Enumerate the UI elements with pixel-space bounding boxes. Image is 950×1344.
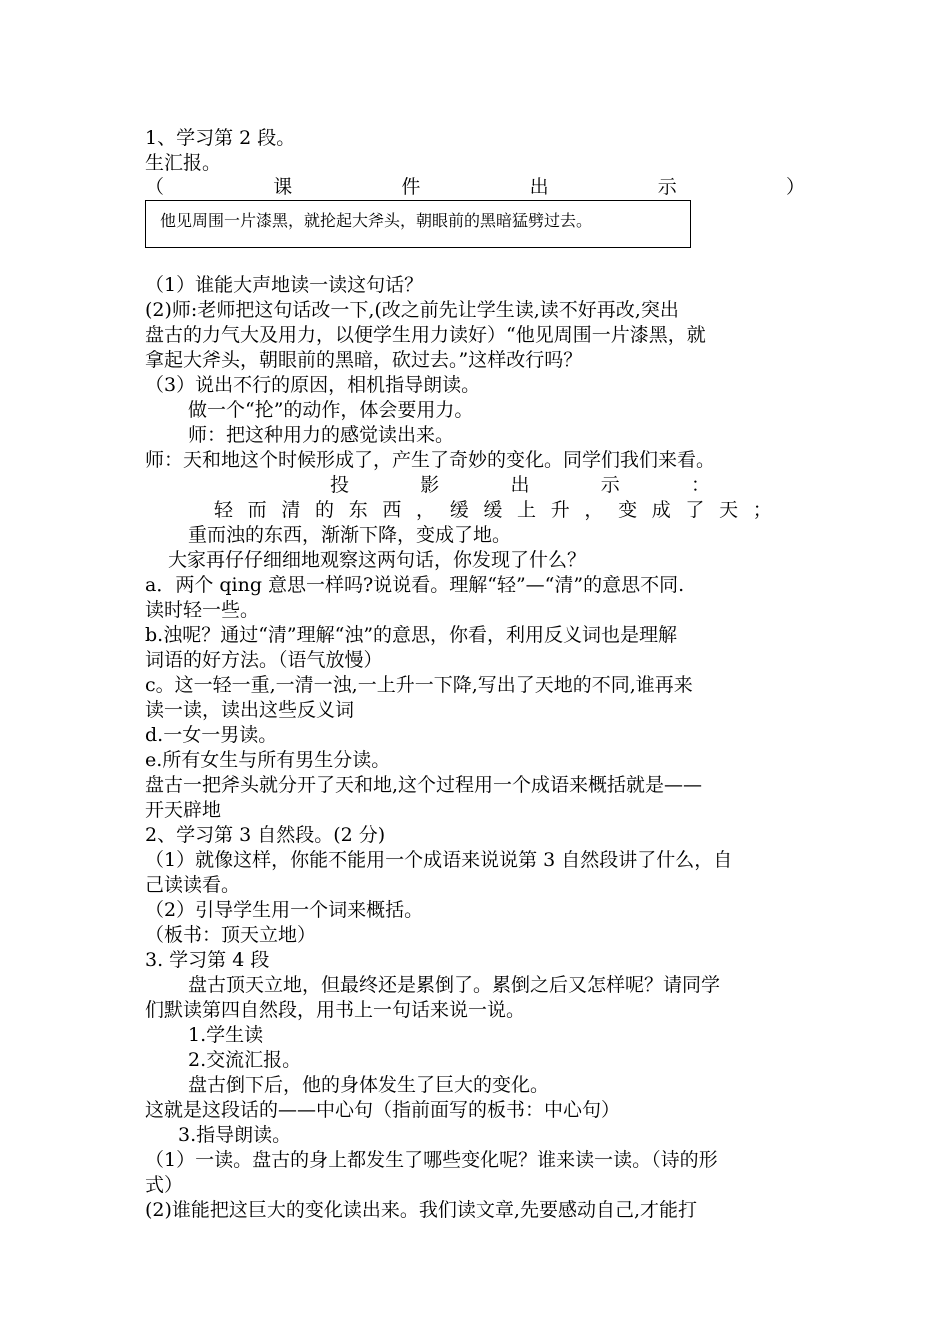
text-line-indented: 做一个“抡”的动作，体会要用力。 — [188, 399, 474, 421]
text-line-indented: 2.交流汇报。 — [188, 1049, 302, 1071]
text-line: （1）就像这样，你能不能用一个成语来说说第 3 自然段讲了什么，自 — [145, 849, 733, 871]
sentence-heavy-murky: 重而浊的东西，渐渐下降，变成了地。 — [188, 524, 512, 546]
text-line: 读时轻一些。 — [145, 599, 260, 621]
text-line-indented: 盘古倒下后，他的身体发生了巨大的变化。 — [188, 1074, 550, 1096]
word-char: ： — [690, 474, 710, 496]
word-char: 件 — [401, 176, 421, 198]
text-line-indented: 盘古顶天立地，但最终还是累倒了。累倒之后又怎样呢？请同学 — [188, 974, 721, 996]
open-paren: （ — [145, 176, 165, 198]
text-line: 开天辟地 — [145, 799, 222, 821]
heading-section-3: 3. 学习第 4 段 — [145, 949, 270, 971]
text-line: 式） — [145, 1174, 184, 1196]
text-line: d.一女一男读。 — [145, 724, 278, 746]
word-char: 投 — [330, 474, 350, 496]
courseware-display-line — [145, 175, 805, 199]
text-line: 拿起大斧头，朝眼前的黑暗，砍过去。”这样改行吗？ — [145, 349, 583, 371]
text-line: （1）谁能大声地读一读这句话？ — [145, 274, 424, 296]
text-line: 盘古一把斧头就分开了天和地,这个过程用一个成语来概括就是—— — [145, 774, 703, 796]
text-line: c。这一轻一重,一清一浊,一上升一下降,写出了天地的不同,谁再来 — [145, 674, 693, 696]
text-line: 师：天和地这个时候形成了，产生了奇妙的变化。同学们我们来看。 — [145, 449, 716, 471]
text-line: （2）引导学生用一个词来概括。 — [145, 899, 424, 921]
text-line-indented: 1.学生读 — [188, 1024, 264, 1046]
text-line: （板书：顶天立地） — [145, 924, 317, 946]
close-paren: ） — [785, 176, 805, 198]
text-line: (2)师:老师把这句话改一下,(改之前先让学生读,读不好再改,突出 — [145, 299, 679, 321]
text-line: 读一读，读出这些反义词 — [145, 699, 355, 721]
word-char: 出 — [529, 176, 549, 198]
text-line: 己读读看。 — [145, 874, 241, 896]
text-line: b.浊呢？通过“清”理解“浊”的意思，你看，利用反义词也是理解 — [145, 624, 678, 646]
word-char: 课 — [273, 176, 293, 198]
text-line: （1）一读。盘古的身上都发生了哪些变化呢？谁来读一读。（诗的形 — [145, 1149, 718, 1171]
text-line: （3）说出不行的原因，相机指导朗读。 — [145, 374, 481, 396]
text-line: 这就是这段话的——中心句（指前面写的板书：中心句） — [145, 1099, 621, 1121]
word-char: 出 — [510, 474, 530, 496]
text-line: 们默读第四自然段，用书上一句话来说一说。 — [145, 999, 526, 1021]
heading-section-2: 2、学习第 3 自然段。(2 分) — [145, 824, 386, 846]
projection-display-line — [330, 473, 710, 497]
text-line: (2)谁能把这巨大的变化读出来。我们读文章,先要感动自己,才能打 — [145, 1199, 697, 1221]
text-line: 词语的好方法。（语气放慢） — [145, 649, 383, 671]
sentence-light-clear: 轻 而 清 的 东 西 ， 缓 缓 上 升 ， 变 成 了 天 ； — [214, 499, 772, 521]
word-char: 影 — [420, 474, 440, 496]
courseware-sentence: 他见周围一片漆黑，就抡起大斧头，朝眼前的黑暗猛劈过去。 — [160, 211, 593, 230]
text-line: 生汇报。 — [145, 152, 222, 174]
text-line: 盘古的力气大及用力，以便学生用力读好）“他见周围一片漆黑，就 — [145, 324, 706, 346]
heading-section-1: 1、学习第 2 段。 — [145, 127, 296, 149]
text-line-indented: 师：把这种用力的感觉读出来。 — [188, 424, 455, 446]
courseware-box — [145, 200, 691, 248]
text-line: e.所有女生与所有男生分读。 — [145, 749, 391, 771]
text-line-indented: 3.指导朗读。 — [178, 1124, 292, 1146]
word-char: 示 — [657, 176, 677, 198]
text-line: a．两个 qing 意思一样吗?说说看。理解“轻”—“清”的意思不同. — [145, 574, 685, 596]
text-line-indented: 大家再仔仔细细地观察这两句话，你发现了什么？ — [168, 549, 587, 571]
word-char: 示 — [600, 474, 620, 496]
